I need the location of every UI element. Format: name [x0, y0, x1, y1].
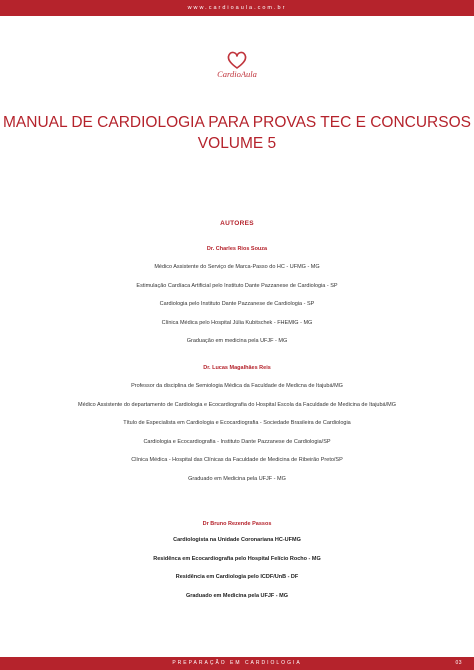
- header-url: www.cardioaula.com.br: [187, 5, 287, 11]
- author-credential: Cardiologista na Unidade Coronariana HC-UFMG: [173, 537, 301, 543]
- author-credential: Residência em Cardiologia pelo ICDF/UnB - DF: [175, 574, 299, 580]
- author-credential: Cardiologia pelo Instituto Dante Pazzanese de Cardiologia - SP: [159, 301, 315, 307]
- title-line-1: MANUAL DE CARDIOLOGIA PARA PROVAS TEC E CONCURSOS: [3, 114, 471, 131]
- author-name: Dr Bruno Rezende Passos: [202, 521, 272, 527]
- heart-icon: [226, 50, 248, 70]
- author-credential: Clínica Médica pelo Hospital Júlia Kubitschek - FHEMIG - MG: [161, 319, 313, 326]
- author-credential: Cardiologia e Ecocardiografia - Instituto Dante Pazzanese de Cardiologia/SP: [143, 438, 331, 445]
- page-title: [0, 112, 474, 154]
- logo: [0, 50, 474, 79]
- author-credential: Médico Assistente do departamento de Cardiologia e Ecocardiografia do Hospital Escola da Faculdade de Medicina de Itajubá/MG: [78, 401, 396, 408]
- authors-heading-block: [0, 220, 474, 227]
- title-line-2: VOLUME 5: [197, 135, 277, 152]
- author-credential: Título de Especialista em Cardiologia e Ecocardiografia - Sociedade Brasileira de Cardiologia: [123, 420, 351, 426]
- author-credential: Professor da disciplina de Semiologia Médica da Faculdade de Medicna de Itajubá/MG: [131, 383, 343, 389]
- logo-text: CardioAula: [217, 69, 257, 79]
- author-credential: Graduação em medicina pela UFJF - MG: [186, 338, 288, 344]
- footer-bar: [0, 657, 474, 670]
- author-credential: Clínica Médica - Hospital das Clínicas da Faculdade de Medicina de Ribeirão Preto/SP: [131, 457, 343, 463]
- header-url-bar: [0, 0, 474, 16]
- author-credential: Residênca em Ecocardiografia pelo Hospital Felício Rocho - MG: [153, 555, 321, 562]
- author-name: Dr. Lucas Magalhães Reis: [203, 365, 271, 371]
- author-credential: Estimulação Cardíaca Artificial pelo Instituto Dante Pazzanese de Cardiologia - SP: [136, 282, 338, 289]
- author-credential: Graduado em Medicina pela UFJF - MG: [185, 592, 289, 599]
- author-credential: Graduado em Medicina pela UFJF - MG: [188, 475, 286, 482]
- author-block-2: [0, 365, 474, 488]
- author-block-1: [0, 246, 474, 351]
- author-credential: Médico Assistente do Serviço de Marca-Passo do HC - UFMG - MG: [154, 264, 320, 270]
- footer-label: PREPARAÇÃO EM CARDIOLOGIA: [172, 660, 302, 666]
- authors-heading: AUTORES: [220, 220, 254, 227]
- author-block-3: [0, 521, 474, 605]
- author-name: Dr. Charles Rios Souza: [206, 246, 268, 252]
- page-number: 03: [455, 660, 462, 666]
